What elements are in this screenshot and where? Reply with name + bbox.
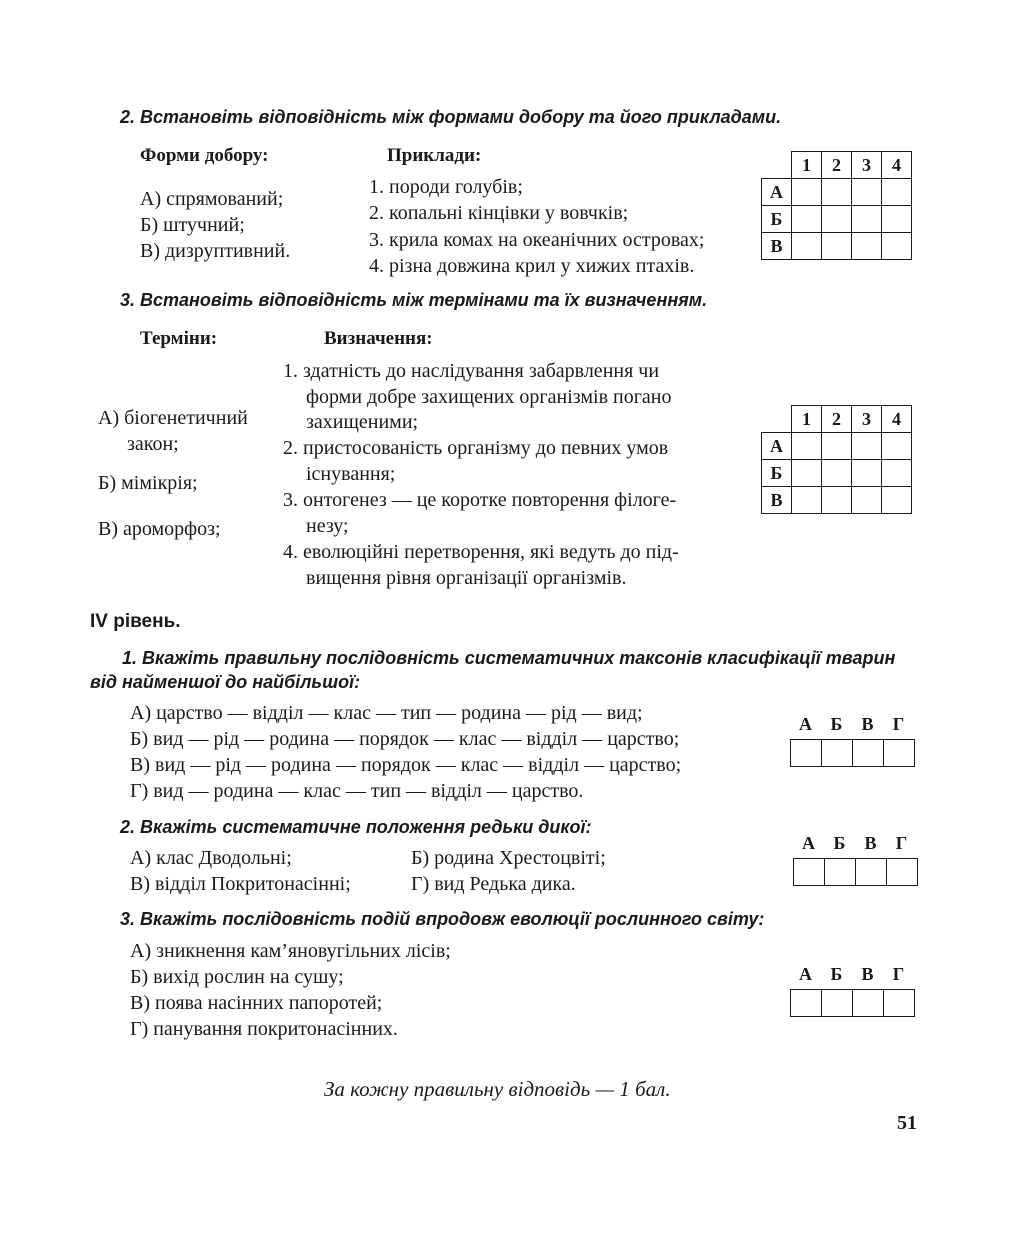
answer-cell[interactable]	[853, 740, 884, 766]
l4-q2-option-a: А) клас Дводольні;	[130, 847, 292, 869]
grid-row-header: А	[762, 433, 792, 460]
grid-col-header: 1	[792, 406, 822, 433]
answer-label: А	[802, 833, 815, 853]
q3-def-1-cont2: захищеними;	[306, 411, 419, 433]
q2-answer-grid	[761, 151, 912, 260]
q3-def-2-cont: існування;	[306, 463, 396, 485]
answer-label: А	[799, 964, 812, 984]
l4-q3-option-d: Г) панування покритонасінних.	[130, 1018, 398, 1040]
q3-defs-heading: Визначення:	[324, 328, 433, 349]
l4-q3-answer-box	[790, 964, 915, 1017]
q3-answer-grid	[761, 405, 912, 514]
q2-form-c: В) дизруптивний.	[140, 240, 291, 262]
q2-example-3: 3. крила комах на океанічних островах;	[369, 229, 705, 251]
grid-col-header: 2	[822, 406, 852, 433]
l4-q1-answer-box	[790, 714, 915, 767]
q3-term-a-cont: закон;	[127, 433, 179, 455]
q2-title: 2. Встановіть відповідність між формами добору та його прикладами.	[120, 107, 782, 127]
grid-col-header: 1	[792, 152, 822, 179]
grid-row-header: В	[762, 487, 792, 514]
answer-cell[interactable]	[792, 433, 822, 460]
answer-label: Г	[892, 964, 905, 984]
answer-cell[interactable]	[884, 990, 914, 1016]
answer-cell[interactable]	[822, 233, 852, 260]
q2-example-1: 1. породи голубів;	[369, 176, 523, 198]
l4-q1-option-b: Б) вид — рід — родина — порядок — клас — відділ — царство;	[130, 728, 680, 750]
answer-cell[interactable]	[791, 740, 822, 766]
answer-label: Б	[833, 833, 846, 853]
grid-col-header: 4	[882, 406, 912, 433]
l4-q3-title: 3. Вкажіть послідовність подій впродовж еволюції рослинного світу:	[120, 909, 765, 929]
l4-q1-title: 1. Вкажіть правильну послідовність систематичних таксонів класифікації тварин	[122, 648, 896, 668]
answer-cell[interactable]	[822, 433, 852, 460]
answer-label: Б	[830, 964, 843, 984]
answer-cell[interactable]	[852, 487, 882, 514]
answer-cell[interactable]	[791, 990, 822, 1016]
l4-q1-option-d: Г) вид — родина — клас — тип — відділ — царство.	[130, 780, 584, 802]
scoring-note: За кожну правильну відповідь — 1 бал.	[324, 1077, 671, 1101]
answer-cell[interactable]	[822, 206, 852, 233]
grid-col-header: 3	[852, 152, 882, 179]
answer-cell[interactable]	[792, 487, 822, 514]
page-number: 51	[897, 1112, 917, 1134]
answer-label: Г	[892, 714, 905, 734]
l4-q3-option-a: А) зникнення кам’яновугільних лісів;	[130, 940, 451, 962]
q3-def-3-cont: незу;	[306, 515, 349, 537]
grid-row-header: Б	[762, 206, 792, 233]
answer-cell[interactable]	[882, 487, 912, 514]
answer-cell[interactable]	[792, 460, 822, 487]
q3-terms-heading: Терміни:	[140, 328, 218, 349]
l4-q2-option-b: Б) родина Хрестоцвіті;	[411, 847, 606, 869]
q3-def-4: 4. еволюційні перетворення, які ведуть до під-	[283, 541, 679, 563]
answer-label: В	[864, 833, 877, 853]
answer-cell[interactable]	[792, 179, 822, 206]
l4-q2-title: 2. Вкажіть систематичне положення редьки дикої:	[120, 817, 592, 837]
q3-def-3: 3. онтогенез — це коротке повторення філоге-	[283, 489, 677, 511]
grid-col-header: 3	[852, 406, 882, 433]
q2-example-4: 4. різна довжина крил у хижих птахів.	[369, 255, 695, 277]
q3-def-1-cont: форми добре захищених організмів погано	[306, 386, 672, 408]
q3-term-c: В) ароморфоз;	[98, 518, 221, 540]
answer-label: В	[861, 964, 874, 984]
q3-title: 3. Встановіть відповідність між термінами та їх визначенням.	[120, 290, 708, 310]
grid-col-header: 4	[882, 152, 912, 179]
answer-cell[interactable]	[792, 233, 822, 260]
q2-form-a: А) спрямований;	[140, 188, 284, 210]
answer-cell[interactable]	[852, 206, 882, 233]
q3-def-1: 1. здатність до наслідування забарвлення чи	[283, 360, 660, 382]
answer-cell[interactable]	[822, 460, 852, 487]
q2-examples-heading: Приклади:	[387, 145, 482, 166]
q2-example-2: 2. копальні кінцівки у вовчків;	[369, 202, 629, 224]
answer-cell[interactable]	[822, 487, 852, 514]
grid-col-header: 2	[822, 152, 852, 179]
q3-term-b: Б) мімікрія;	[98, 472, 198, 494]
answer-label: В	[861, 714, 874, 734]
answer-cell[interactable]	[887, 859, 917, 885]
l4-q1-option-a: А) царство — відділ — клас — тип — родина — рід — вид;	[130, 702, 643, 724]
answer-cell[interactable]	[852, 233, 882, 260]
answer-cell[interactable]	[822, 740, 853, 766]
answer-cell[interactable]	[852, 460, 882, 487]
level-iv-heading: IV рівень.	[90, 611, 181, 632]
answer-cell[interactable]	[792, 206, 822, 233]
answer-label: Г	[895, 833, 908, 853]
answer-cell[interactable]	[794, 859, 825, 885]
answer-cell[interactable]	[822, 179, 852, 206]
l4-q2-option-c: В) відділ Покритонасінні;	[130, 873, 351, 895]
answer-cell[interactable]	[825, 859, 856, 885]
l4-q1-option-c: В) вид — рід — родина — порядок — клас — відділ — царство;	[130, 754, 682, 776]
answer-cell[interactable]	[884, 740, 914, 766]
l4-q3-option-c: В) поява насінних папоротей;	[130, 992, 383, 1014]
answer-cell[interactable]	[882, 206, 912, 233]
answer-cell[interactable]	[852, 433, 882, 460]
grid-row-header: Б	[762, 460, 792, 487]
l4-q2-option-d: Г) вид Редька дика.	[411, 873, 576, 895]
answer-cell[interactable]	[882, 233, 912, 260]
q2-forms-heading: Форми добору:	[140, 145, 269, 166]
q2-form-b: Б) штучний;	[140, 214, 245, 236]
grid-row-header: А	[762, 179, 792, 206]
q3-term-a: А) біогенетичний	[98, 407, 248, 429]
grid-row-header: В	[762, 233, 792, 260]
answer-cell[interactable]	[822, 990, 853, 1016]
answer-cell[interactable]	[882, 460, 912, 487]
answer-cell[interactable]	[853, 990, 884, 1016]
answer-label: А	[799, 714, 812, 734]
answer-cell[interactable]	[856, 859, 887, 885]
l4-q2-answer-box	[793, 833, 918, 886]
l4-q1-title-cont: від найменшої до найбільшої:	[90, 672, 361, 692]
q3-def-2: 2. пристосованість організму до певних умов	[283, 437, 669, 459]
q3-def-4-cont: вищення рівня організації організмів.	[306, 567, 627, 589]
l4-q3-option-b: Б) вихід рослин на сушу;	[130, 966, 344, 988]
answer-label: Б	[830, 714, 843, 734]
answer-cell[interactable]	[882, 179, 912, 206]
answer-cell[interactable]	[882, 433, 912, 460]
answer-cell[interactable]	[852, 179, 882, 206]
